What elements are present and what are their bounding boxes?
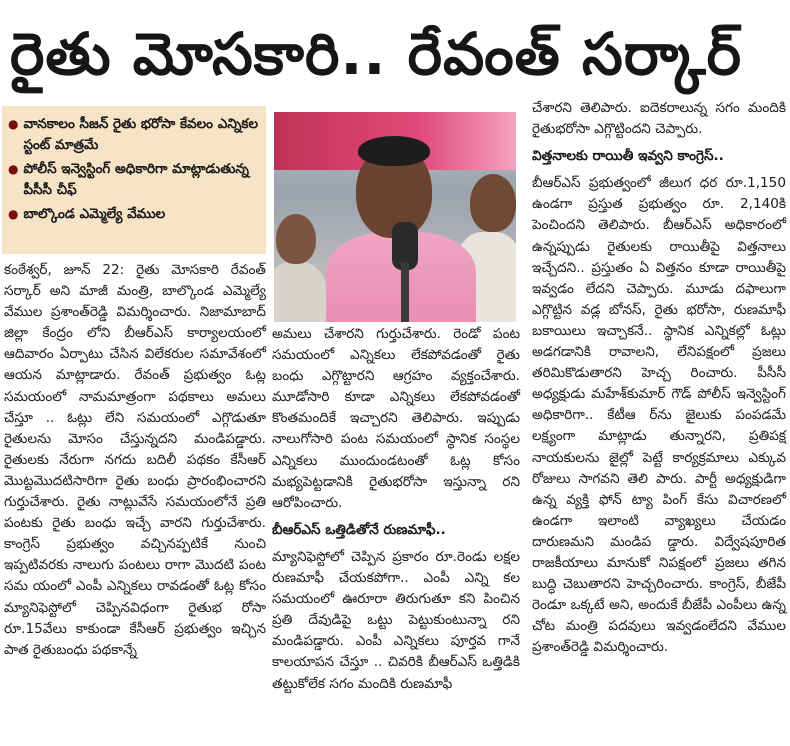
highlight-item [8, 204, 260, 225]
highlight-item [8, 114, 260, 156]
speaker-photo [274, 112, 516, 322]
bullet-icon: ● [8, 162, 19, 176]
bullet-icon: ● [8, 117, 19, 131]
headline: రైతు మోసకారి.. రేవంత్ సర్కార్ [10, 20, 743, 88]
highlight-item [8, 159, 260, 201]
highlight-text: బాల్కొండ ఎమ్మెల్యే వేముల [23, 206, 166, 222]
person-left-head [276, 214, 316, 264]
highlight-text: పోలీస్ ఇన్వెస్టింగ్ అధికారిగా మాట్లాడుతున్న పీసీసీ చీఫ్ [23, 161, 249, 198]
microphone-stand [401, 262, 409, 322]
speaker-hair [358, 136, 430, 166]
highlight-text: వానకాలం సీజన్ రైతు భరోసా కేవలం ఎన్నికల స్టంట్ మాత్రమే [23, 116, 259, 153]
article-paragraph: కంఠేశ్వర్, జూన్ 22: రైతు మోసకారి రేవంత్ సర్కార్ అని మాజీ మంత్రి, బాల్కొండ ఎమ్మెల్యే వేముల ప్రశాంత్‌రెడ్డి విమర్శించారు. నిజామాబాద్ జిల్లా కేంద్రం లోని బీఆర్ఎస్ కార్యాలయంలో ఆదివారం ఏర్పాటు చేసిన విలేకరుల సమావేశంలో ఆయన మాట్లాడారు. రేవంత్ ప్రభుత్వం ఓట్ల సమయంలో నామమాత్రంగా పథకాలు అమలు చేస్తూ .. ఓట్లు లేని సమయంలో ఎగ్గొడుతూ రైతులను మోసం చేస్తున్నదని మండిపడ్డారు. రైతులకు నేరుగా నగదు బదిలీ పథకం కేసీఆర్ మొట్టమొదటిసారిగా రైతు బంధు ప్రారంభించారని గుర్తుచేశారు. రైతు నాట్లువేసే సమయంలోనే ప్రతి పంటకు రైతు బంధు ఇచ్చే వారని గుర్తుచేశారు. కాంగ్రెస్ ప్రభుత్వం వచ్చినప్పటికే నుంచి ఇప్పటివరకు నాలుగు పంటలు రాగా మొదటి పంట సమ యంలో ఎంపీ ఎన్నికలు రావడంతో ఓట్ల కోసం మ్యానిఫెస్టోలో చెప్పినవిధంగా రైతుభ రోసా రూ.15వేలు కాకుండా కేసీఆర్ ప్రభుత్వం ఇచ్చిన పాత రైతుబంధు పథకాన్నే [4, 262, 266, 658]
article-column-middle [272, 324, 520, 695]
article-column-left [4, 260, 266, 661]
bullet-icon: ● [8, 207, 19, 221]
article-paragraph: అమలు చేశారని గుర్తుచేశారు. రెండో పంట సమయంలో ఎన్నికలు లేకపోవడంతో రైతు బంధు ఎగ్గొట్టారని ఆగ్రహం వ్యక్తంచేశారు. మూడోసారి కూడా ఎన్నికలు లేకపోవడంతో కొంతమందికే ఇచ్చారని తెలిపారు. ఇప్పుడు నాలుగోసారి పంట సమయంలో స్థానిక సంస్థల ఎన్నికలు ముందుండటంతో ఓట్ల కోసం మభ్యపెట్టడానికి రైతుభరోసా ఇస్తున్నా రని ఆరోపించారు. [272, 326, 520, 511]
article-paragraph: బీఆర్ఎస్ ప్రభుత్వంలో జీలుగ ధర రూ.1,150 ఉండగా ప్రస్తుత ప్రభుత్వం రూ. 2,140కి పెంచిందని తెలిపారు. బీఆర్ఎస్ అధికారంలో ఉన్నప్పుడు రైతులకు రాయితీపై విత్తనాలు ఇచ్చేదని.. ప్రస్తుతం ఏ విత్తనం కూడా రాయితీపై ఇవ్వడం లేదని చెప్పారు. మూడు దఫాలుగా ఎగ్గొట్టిన వడ్ల బోనస్, రైతు భరోసా, రుణమాఫీ బకాయిలు ఇచ్చాకనే.. స్థానిక ఎన్నికల్లో ఓట్లు అడగడానికి రావాలని, లేనిపక్షంలో ప్రజలు తరిమికొడుతారని హెచ్చ రించారు. పీసీసీ అధ్యక్షుడు మహేశ్‌కుమార్ గౌడ్ పోలీస్ ఇన్వెస్టింగ్ అధికారిగా.. కేటీఆ ర్‌ను జైలుకు పంపడమే లక్ష్యంగా మాట్లాడు తున్నారని, ప్రతిపక్ష నాయకులను జైల్లో పెట్టే కార్యక్రమాలు ఎక్కువ రోజులు సాగవని తెలి పారు. పార్టీ అధ్యక్షుడిగా ఉన్న వ్యక్తి ఫోన్ ట్యా పింగ్ కేసు విచారణలో ఉండగా ఇలాంటి వ్యాఖ్యలు చేయడం దారుణమని మండిప డ్డారు. విద్వేషపూరిత రాజకీయాలు మానుకో నిపక్షంలో ప్రజలు తగిన బుద్ధి చెబుతారని హెచ్చరించారు. కాంగ్రెస్, బీజేపీ రెండూ ఒక్కటే అని, అందుకే బీజేపీ ఎంపీలు ఉన్న చోట మంత్రి పదవులు ఇవ్వడంలేదని వేముల ప్రశాంత్‌రెడ్డి విమర్శించారు. [532, 175, 786, 656]
article-column-right [532, 98, 786, 658]
highlights-box [2, 106, 266, 254]
article-paragraph: చేశారని తెలిపారు. ఐదెకరాలున్న సగం మందికి రైతుభరోసా ఎగ్గొట్టిందని చెప్పారు. [532, 100, 786, 138]
person-left-body [274, 262, 326, 322]
person-right-head [470, 174, 516, 232]
article-paragraph: మ్యానిఫెస్టోలో చెప్పిన ప్రకారం రూ.రెండు లక్షల రుణమాఫీ చేయకపోగా.. ఎంపీ ఎన్ని కల సమయంలో ఊరూరా తిరుగుతూ కని పించిన ప్రతి దేవుడిపై ఒట్టు పెట్టుకుంటున్నా రని మండిపడ్డారు. ఎంపీ ఎన్నికలు పూర్తవ గానే కాలయాపన చేస్తూ .. చివరికి బీఆర్ఎస్ ఒత్తిడికి తట్టుకోలేక సగం మందికి రుణమాఫీ [272, 548, 520, 692]
section-subheading: విత్తనాలకు రాయితీ ఇవ్వని కాంగ్రెస్.. [532, 148, 724, 165]
section-subheading: బీఆర్ఎస్ ఒత్తిడితోనే రుణమాఫీ.. [272, 521, 446, 538]
